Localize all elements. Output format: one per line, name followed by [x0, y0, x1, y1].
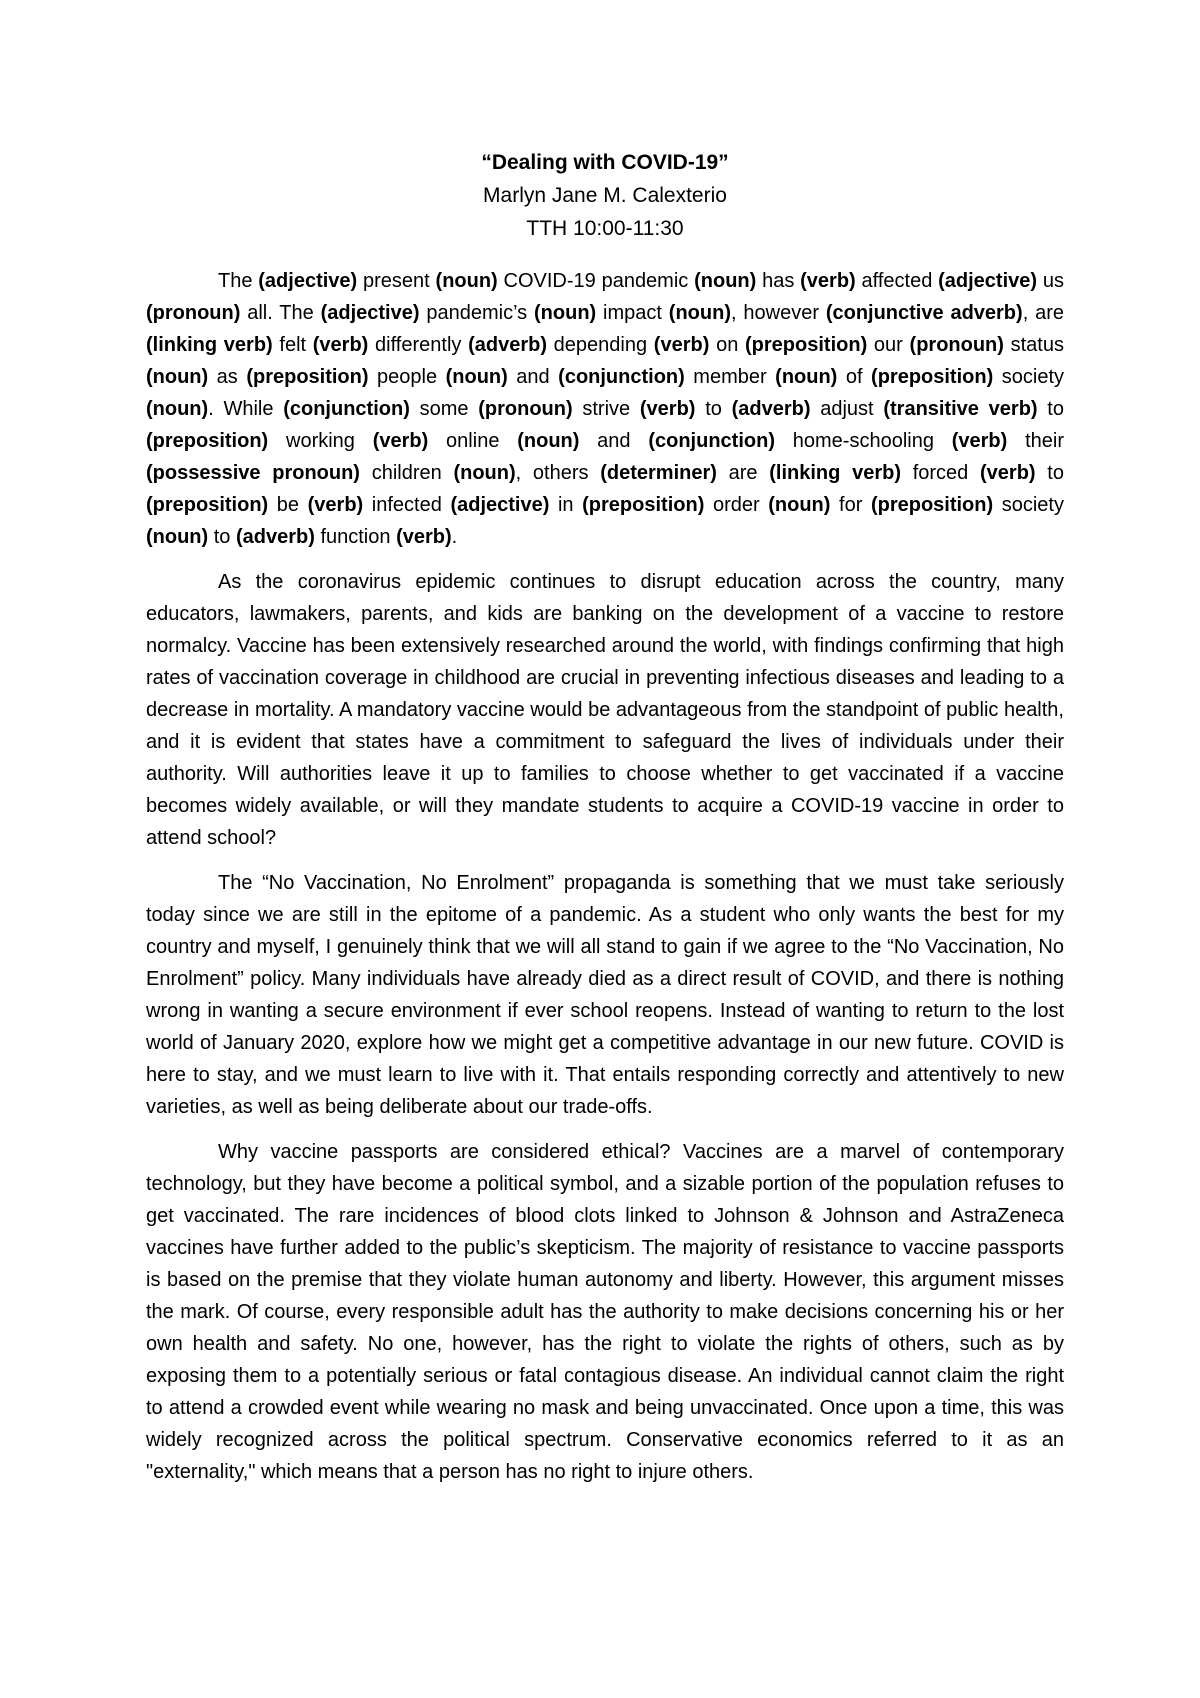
paragraph-text-run: as: [208, 366, 247, 388]
part-of-speech-label: (linking verb): [146, 334, 273, 356]
paragraph-text-run: present: [357, 270, 436, 292]
part-of-speech-label: (linking verb): [769, 462, 901, 484]
part-of-speech-label: (conjunctive adverb): [825, 302, 1023, 324]
part-of-speech-label: (noun): [668, 302, 731, 324]
paragraph-text-run: depending: [546, 334, 654, 356]
part-of-speech-label: (preposition): [745, 334, 868, 356]
part-of-speech-label: (preposition): [871, 366, 994, 388]
paragraph-text-run: their: [1007, 430, 1064, 452]
part-of-speech-label: (adjective): [258, 270, 358, 292]
part-of-speech-label: (noun): [694, 270, 757, 292]
part-of-speech-label: (adjective): [320, 302, 420, 324]
paragraph-text-run: of: [837, 366, 872, 388]
paragraph-text-run: has: [756, 270, 801, 292]
part-of-speech-label: (noun): [146, 398, 209, 420]
paragraph-text-run: The: [218, 270, 259, 292]
part-of-speech-label: (verb): [980, 462, 1036, 484]
part-of-speech-label: (adjective): [938, 270, 1038, 292]
paragraph-text-run: society: [993, 366, 1064, 388]
part-of-speech-label: (preposition): [246, 366, 369, 388]
document-body: [146, 265, 1064, 1488]
paragraph-text-run: function: [314, 526, 397, 548]
part-of-speech-label: (conjunction): [558, 366, 685, 388]
part-of-speech-label: (noun): [445, 366, 508, 388]
paragraph-text-run: felt: [272, 334, 313, 356]
paragraph-text-run: COVID-19 pandemic: [497, 270, 695, 292]
part-of-speech-label: (verb): [396, 526, 452, 548]
part-of-speech-label: (noun): [453, 462, 516, 484]
part-of-speech-label: (noun): [517, 430, 580, 452]
paragraph-text-run: to: [208, 526, 236, 548]
document-header: [146, 146, 1064, 245]
paragraph-text-run: children: [359, 462, 454, 484]
paragraph-text-run: our: [867, 334, 910, 356]
paragraph-text-run: to: [1035, 462, 1064, 484]
part-of-speech-label: (adverb): [731, 398, 811, 420]
paragraph-text-run: on: [709, 334, 746, 356]
paragraph-vaccine-education: As the coronavirus epidemic continues to disrupt education across the country, many educators, lawmakers, parents, and kids are banking on the development of a vaccine to restore normalcy. Vaccine has been extensively researched around the world, with findings confirming that high rates of vaccination coverage in childhood are crucial in preventing infectious diseases and leading to a decrease in mortality. A mandatory vaccine would be advantageous from the standpoint of public health, and it is evident that states have a commitment to safeguard the lives of individuals under their authority. Will authorities leave it up to families to choose whether to get vaccinated if a vaccine becomes widely available, or will they mandate students to acquire a COVID-19 vaccine in order to attend school?: [146, 571, 1064, 849]
part-of-speech-label: (verb): [653, 334, 710, 356]
part-of-speech-label: (noun): [768, 494, 831, 516]
paragraph-text-run: .: [451, 526, 458, 548]
paragraph-text-run: order: [704, 494, 769, 516]
part-of-speech-label: (pronoun): [146, 302, 241, 324]
part-of-speech-label: (possessive pronoun): [146, 462, 360, 484]
part-of-speech-label: (noun): [534, 302, 597, 324]
document-title: “Dealing with COVID-19”: [481, 151, 729, 174]
part-of-speech-label: (preposition): [146, 430, 269, 452]
part-of-speech-label: (preposition): [582, 494, 705, 516]
part-of-speech-label: (verb): [307, 494, 364, 516]
paragraph-text-run: some: [409, 398, 479, 420]
paragraph-text-run: member: [684, 366, 776, 388]
class-schedule: TTH 10:00-11:30: [526, 217, 684, 240]
part-of-speech-label: (adjective): [450, 494, 550, 516]
part-of-speech-label: (verb): [951, 430, 1008, 452]
paragraph-text-run: all. The: [240, 302, 321, 324]
paragraph-no-vaccination-policy: The “No Vaccination, No Enrolment” propaganda is something that we must take seriously today since we are still in the epitome of a pandemic. As a student who only wants the best for my country and myself, I genuinely think that we will all stand to gain if we agree to the “No Vaccination, No Enrolment” policy. Many individuals have already died as a direct result of COVID, and there is nothing wrong in wanting a secure environment if ever school reopens. Instead of wanting to return to the lost world of January 2020, explore how we might get a competitive advantage in our new future. COVID is here to stay, and we must learn to live with it. That entails responding correctly and attentively to new varieties, as well as being deliberate about our trade-offs.: [146, 872, 1064, 1118]
paragraph-text-run: . While: [208, 398, 284, 420]
paragraph-text-run: are: [716, 462, 770, 484]
part-of-speech-label: (verb): [312, 334, 369, 356]
paragraph-text-run: impact: [596, 302, 669, 324]
part-of-speech-label: (noun): [775, 366, 838, 388]
paragraph-text-run: forced: [901, 462, 981, 484]
part-of-speech-label: (verb): [372, 430, 429, 452]
paragraph-text-run: be: [268, 494, 308, 516]
part-of-speech-label: (pronoun): [909, 334, 1004, 356]
paragraph-text-run: and: [507, 366, 559, 388]
paragraph-text-run: for: [830, 494, 871, 516]
paragraph-text-run: us: [1037, 270, 1064, 292]
part-of-speech-label: (determiner): [600, 462, 717, 484]
part-of-speech-label: (verb): [639, 398, 696, 420]
paragraph-text-run: adjust: [810, 398, 884, 420]
paragraph-text-run: pandemic’s: [419, 302, 535, 324]
paragraph-text-run: working: [268, 430, 373, 452]
part-of-speech-label: (pronoun): [478, 398, 573, 420]
paragraph-text-run: to: [1037, 398, 1064, 420]
paragraph-text-run: , however: [730, 302, 826, 324]
part-of-speech-label: (noun): [146, 366, 209, 388]
paragraph-text-run: affected: [855, 270, 939, 292]
part-of-speech-label: (preposition): [146, 494, 269, 516]
part-of-speech-label: (adverb): [235, 526, 315, 548]
paragraph-text-run: in: [549, 494, 583, 516]
paragraph-text-run: people: [368, 366, 446, 388]
paragraph-text-run: , are: [1022, 302, 1065, 324]
part-of-speech-label: (adverb): [468, 334, 547, 356]
paragraph-parts-of-speech: [146, 265, 1064, 553]
paragraph-text-run: status: [1003, 334, 1064, 356]
part-of-speech-label: (conjunction): [648, 430, 775, 452]
paragraph-text-run: infected: [363, 494, 451, 516]
paragraph-text-run: to: [695, 398, 732, 420]
paragraph-vaccine-passports: Why vaccine passports are considered ethical? Vaccines are a marvel of contemporary technology, but they have become a political symbol, and a sizable portion of the population refuses to get vaccinated. The rare incidences of blood clots linked to Johnson & Johnson and AstraZeneca vaccines have further added to the public’s skepticism. The majority of resistance to vaccine passports is based on the premise that they violate human autonomy and liberty. However, this argument misses the mark. Of course, every responsible adult has the authority to make decisions concerning his or her own health and safety. No one, however, has the right to violate the rights of others, such as by exposing them to a potentially serious or fatal contagious disease. An individual cannot claim the right to attend a crowded event while wearing no mask and being unvaccinated. Once upon a time, this was widely recognized across the political spectrum. Conservative economics referred to it as an "externality," which means that a person has no right to injure others.: [146, 1141, 1064, 1483]
paragraph-text-run: and: [579, 430, 649, 452]
paragraph-text-run: differently: [368, 334, 469, 356]
paragraph-text-run: online: [428, 430, 518, 452]
part-of-speech-label: (verb): [800, 270, 856, 292]
part-of-speech-label: (conjunction): [283, 398, 410, 420]
paragraph-text-run: strive: [572, 398, 640, 420]
part-of-speech-label: (noun): [146, 526, 209, 548]
paragraph-text-run: , others: [515, 462, 601, 484]
paragraph-text-run: home-schooling: [774, 430, 952, 452]
paragraph-text-run: society: [993, 494, 1064, 516]
author-name: Marlyn Jane M. Calexterio: [483, 184, 727, 207]
part-of-speech-label: (preposition): [870, 494, 994, 516]
part-of-speech-label: (transitive verb): [883, 398, 1038, 420]
part-of-speech-label: (noun): [435, 270, 498, 292]
